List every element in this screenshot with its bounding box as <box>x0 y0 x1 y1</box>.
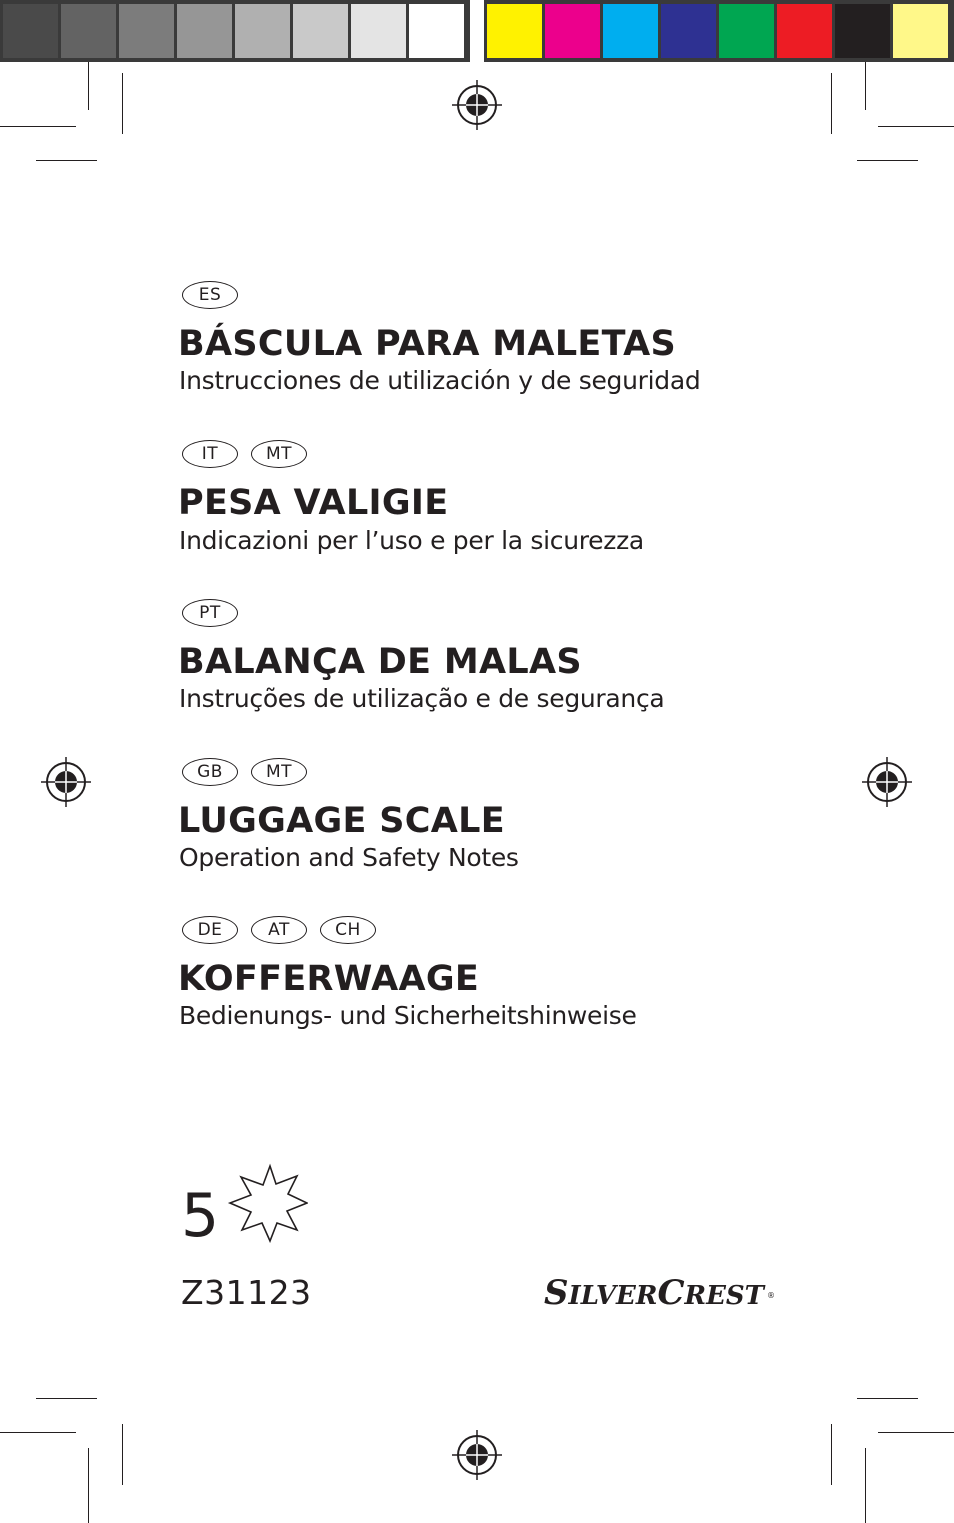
crop-mark <box>857 160 918 161</box>
color-swatch <box>835 4 890 58</box>
brand-letter: T <box>744 1281 765 1311</box>
color-swatch <box>409 4 464 58</box>
language-badge: GB <box>182 758 238 786</box>
silvercrest-logo <box>544 1268 776 1318</box>
product-title-it: PESA VALIGIE <box>178 483 449 523</box>
brand-letter: I <box>568 1281 581 1311</box>
color-swatch <box>177 4 232 58</box>
language-badge: MT <box>251 440 307 468</box>
product-subtitle-pt: Instruções de utilização e de segurança <box>179 684 665 713</box>
registration-mark-icon <box>862 757 912 807</box>
brand-letter: R <box>635 1281 658 1311</box>
color-swatch <box>487 4 542 58</box>
brand-letter: R <box>684 1281 707 1311</box>
color-swatch <box>293 4 348 58</box>
crop-mark <box>36 160 97 161</box>
language-badge: DE <box>182 916 238 944</box>
color-swatch <box>777 4 832 58</box>
issue-number: 5 <box>181 1181 220 1251</box>
brand-letter: E <box>706 1281 726 1311</box>
brand-letter: V <box>595 1281 617 1311</box>
product-subtitle-gb: Operation and Safety Notes <box>179 843 519 872</box>
language-badges-pt <box>182 599 238 627</box>
language-badges-de <box>182 916 376 944</box>
product-subtitle-de: Bedienungs- und Sicherheitshinweise <box>179 1001 637 1030</box>
color-swatch <box>61 4 116 58</box>
brand-logo-text <box>544 1273 766 1313</box>
color-swatch <box>119 4 174 58</box>
crop-mark <box>0 126 76 127</box>
registration-mark-icon <box>41 757 91 807</box>
crop-mark <box>865 62 866 110</box>
color-swatch <box>3 4 58 58</box>
registration-mark-icon <box>452 80 502 130</box>
product-title-de: KOFFERWAAGE <box>178 959 480 999</box>
crop-mark <box>36 1398 97 1399</box>
crop-mark <box>831 1424 832 1485</box>
process-color-bar <box>484 0 954 62</box>
grayscale-color-bar <box>0 0 470 62</box>
language-badge: IT <box>182 440 238 468</box>
language-badges-es <box>182 281 238 309</box>
color-swatch <box>545 4 600 58</box>
crop-mark <box>88 62 89 110</box>
crop-mark <box>88 1448 89 1523</box>
language-badge: AT <box>251 916 307 944</box>
language-badge: CH <box>320 916 376 944</box>
product-subtitle-es: Instrucciones de utilización y de seguridad <box>179 366 701 395</box>
brand-letter: C <box>657 1273 685 1313</box>
product-subtitle-it: Indicazioni per l’uso e per la sicurezza <box>179 526 644 555</box>
crop-mark <box>857 1398 918 1399</box>
brand-letter: E <box>616 1281 636 1311</box>
brand-letter: L <box>580 1281 596 1311</box>
registration-mark-icon <box>452 1430 502 1480</box>
registered-mark: ® <box>767 1291 775 1300</box>
crop-mark <box>0 1432 76 1433</box>
brand-letter: S <box>544 1273 569 1313</box>
color-swatch <box>893 4 948 58</box>
brand-letter: S <box>725 1281 745 1311</box>
star-burst-icon <box>226 1163 308 1243</box>
language-badge: ES <box>182 281 238 309</box>
model-number: Z31123 <box>181 1273 312 1312</box>
product-title-gb: LUGGAGE SCALE <box>178 801 505 841</box>
language-badges-it <box>182 440 307 468</box>
language-badge: MT <box>251 758 307 786</box>
color-swatch <box>351 4 406 58</box>
color-swatch <box>661 4 716 58</box>
product-title-es: BÁSCULA PARA MALETAS <box>178 324 676 364</box>
crop-mark <box>878 1432 954 1433</box>
color-swatch <box>235 4 290 58</box>
language-badge: PT <box>182 599 238 627</box>
color-swatch <box>603 4 658 58</box>
language-badges-gb <box>182 758 307 786</box>
crop-mark <box>122 73 123 134</box>
crop-mark <box>831 73 832 134</box>
crop-mark <box>878 126 954 127</box>
crop-mark <box>122 1424 123 1485</box>
color-swatch <box>719 4 774 58</box>
product-title-pt: BALANÇA DE MALAS <box>178 642 582 682</box>
crop-mark <box>865 1448 866 1523</box>
